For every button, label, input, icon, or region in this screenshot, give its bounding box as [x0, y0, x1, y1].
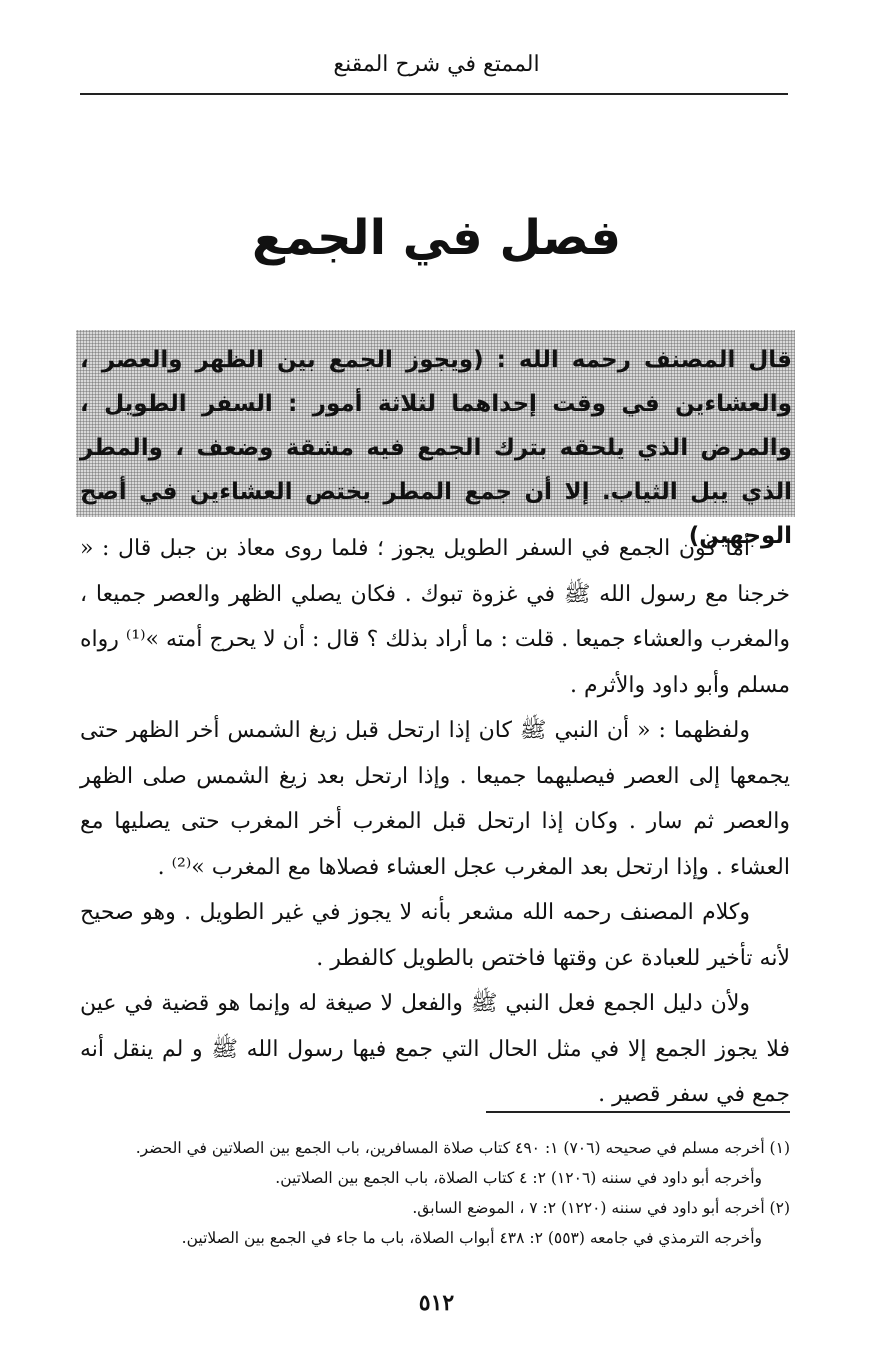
footnote-1: (١) أخرجه مسلم في صحيحه (٧٠٦) ١: ٤٩٠ كتاب صلاة المسافرين، باب الجمع بين الصلاتين في الحضر.	[135, 1139, 790, 1157]
paragraph: ولفظهما : « أن النبي ﷺ كان إذا ارتحل قبل زيغ الشمس أخر الظهر حتى يجمعها إلى العصر فيصليهما جميعا . وإذا ارتحل بعد زيغ الشمس صلى الظهر والعصر ثم سار . وكان إذا ارتحل قبل المغرب أخر المغرب حتى يصليها مع العشاء . وإذا ارتحل بعد المغرب عجل العشاء فصلاها مع المغرب »⁽²⁾ .	[80, 718, 790, 880]
paragraph: أما كون الجمع في السفر الطويل يجوز ؛ فلما روى معاذ بن جبل قال : « خرجنا مع رسول الله ﷺ في غزوة تبوك . فكان يصلي الظهر والعصر جميعا ، والمغرب والعشاء جميعا . قلت : ما أراد بذلك ؟ قال : أن لا يحرج أمته »⁽¹⁾ رواه مسلم وأبو داود والأثرم .	[80, 536, 790, 698]
chapter-title: فصل في الجمع	[251, 210, 622, 266]
footnote-2: (٢) أخرجه أبو داود في سننه (١٢٢٠) ٢: ٧ ، الموضع السابق.	[412, 1199, 790, 1217]
paragraph: ولأن دليل الجمع فعل النبي ﷺ والفعل لا صيغة له وإنما هو قضية في عين فلا يجوز الجمع إلا في مثل الحال التي جمع فيها رسول الله ﷺ و لم ينقل أنه جمع في سفر قصير .	[80, 991, 790, 1107]
footnote-1-continuation: وأخرجه أبو داود في سننه (١٢٠٦) ٢: ٤ كتاب الصلاة، باب الجمع بين الصلاتين.	[275, 1169, 762, 1187]
running-header: الممتع في شرح المقنع	[333, 52, 540, 77]
header-rule	[80, 93, 788, 95]
commentary-body	[80, 526, 790, 1118]
footnote-rule	[486, 1111, 790, 1113]
footnote-2-continuation: وأخرجه الترمذي في جامعه (٥٥٣) ٢: ٤٣٨ أبواب الصلاة، باب ما جاء في الجمع بين الصلاتين.	[181, 1229, 762, 1247]
paragraph: وكلام المصنف رحمه الله مشعر بأنه لا يجوز في غير الطويل . وهو صحيح لأنه تأخير للعبادة عن وقتها فاختص بالطويل كالفطر .	[80, 900, 790, 971]
page-number: ٥١٢	[418, 1290, 455, 1316]
footnotes	[80, 1133, 790, 1253]
matn-text: قال المصنف رحمه الله : (ويجوز الجمع بين الظهر والعصر ، والعشاءين في وقت إحداهما لثلاثة أمور : السفر الطويل ، والمرض الذي يلحقه بترك الجمع فيه مشقة وضعف ، والمطر الذي يبل الثياب. إلا أن جمع المطر يختص العشاءين في أصح الوجهين)	[80, 347, 792, 549]
